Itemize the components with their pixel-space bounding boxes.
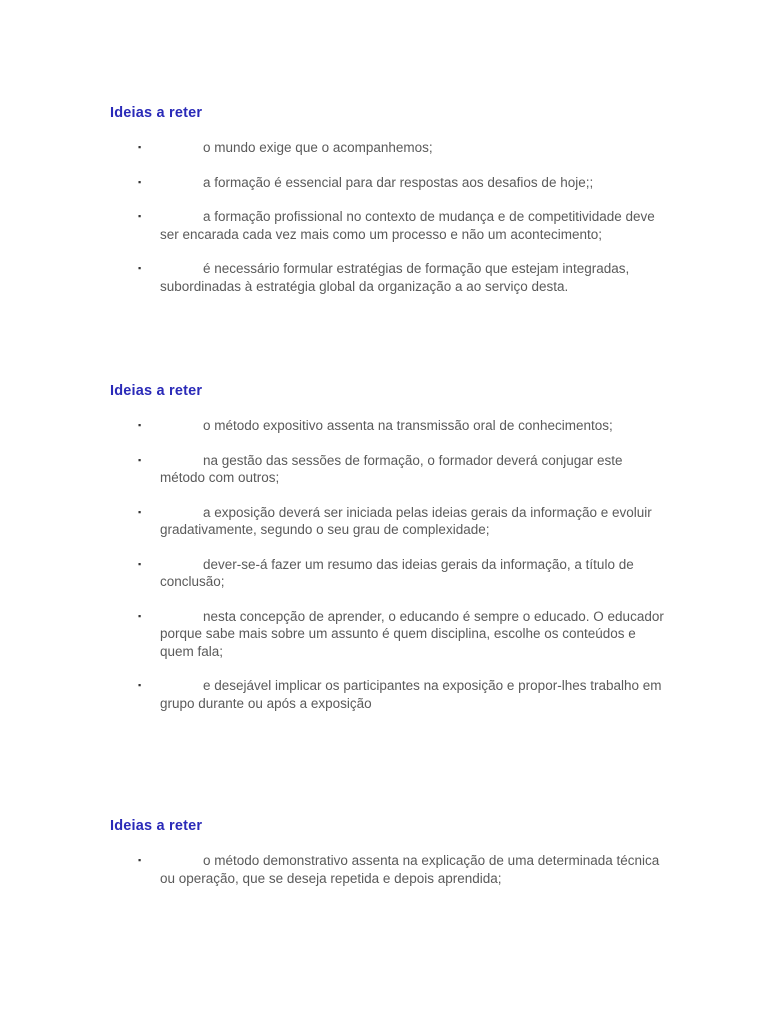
- list-item: [110, 608, 670, 661]
- bullet-icon: ▪: [138, 211, 142, 221]
- section-heading: Ideias a reter: [110, 383, 203, 399]
- list-item: [110, 174, 670, 192]
- section-heading: Ideias a reter: [110, 105, 203, 121]
- section-3: [110, 817, 670, 887]
- bullet-icon: ▪: [138, 610, 142, 621]
- bullet-icon: ▪: [138, 263, 142, 273]
- list-item: [110, 208, 670, 243]
- list-item: [110, 452, 670, 487]
- list-item-text: é necessário formular estratégias de formação que estejam integradas, subordinadas à estratégia global da organização a ao serviço desta.: [160, 261, 630, 294]
- list-item-text: e desejável implicar os participantes na exposição e propor-lhes trabalho em grupo durante ou após a exposição: [160, 678, 662, 711]
- section-1: [110, 104, 670, 295]
- list-item: [110, 556, 670, 591]
- list-item: [110, 417, 670, 435]
- list-item: [110, 139, 670, 157]
- section-2: [110, 382, 670, 712]
- list-item-text: o método demonstrativo assenta na explicação de uma determinada técnica ou operação, que se deseja repetida e depois aprendida;: [160, 853, 660, 886]
- list-item: [110, 852, 670, 887]
- ideas-list: [110, 417, 670, 712]
- list-item-text: o método expositivo assenta na transmissão oral de conhecimentos;: [203, 418, 613, 433]
- bullet-icon: ▪: [138, 506, 142, 517]
- bullet-icon: ▪: [138, 855, 142, 865]
- list-item: [110, 260, 670, 295]
- list-item-text: o mundo exige que o acompanhemos;: [203, 140, 433, 155]
- list-item-text: a exposição deverá ser iniciada pelas ideias gerais da informação e evoluir gradativamente, segundo o seu grau de complexidade;: [160, 504, 652, 537]
- ideas-list: [110, 139, 670, 295]
- section-heading: Ideias a reter: [110, 818, 203, 834]
- list-item: [110, 504, 670, 539]
- bullet-icon: ▪: [138, 454, 142, 465]
- bullet-icon: ▪: [138, 176, 142, 187]
- list-item-text: dever-se-á fazer um resumo das ideias gerais da informação, a título de conclusão;: [160, 556, 634, 589]
- list-item-text: a formação é essencial para dar respostas aos desafios de hoje;;: [203, 174, 594, 190]
- bullet-icon: ▪: [138, 558, 142, 569]
- bullet-icon: ▪: [138, 680, 142, 690]
- bullet-icon: ▪: [138, 142, 142, 152]
- list-item-text: a formação profissional no contexto de mudança e de competitividade deve ser encarada cada vez mais como um processo e não um acontecimento;: [160, 209, 655, 242]
- list-item-text: na gestão das sessões de formação, o formador deverá conjugar este método com outros;: [160, 452, 623, 485]
- ideas-list: [110, 852, 670, 887]
- bullet-icon: ▪: [138, 420, 142, 430]
- list-item-text: nesta concepção de aprender, o educando é sempre o educado. O educador porque sabe mais sobre um assunto é quem disciplina, escolhe os conteúdos e quem fala;: [160, 608, 664, 659]
- list-item: [110, 677, 670, 712]
